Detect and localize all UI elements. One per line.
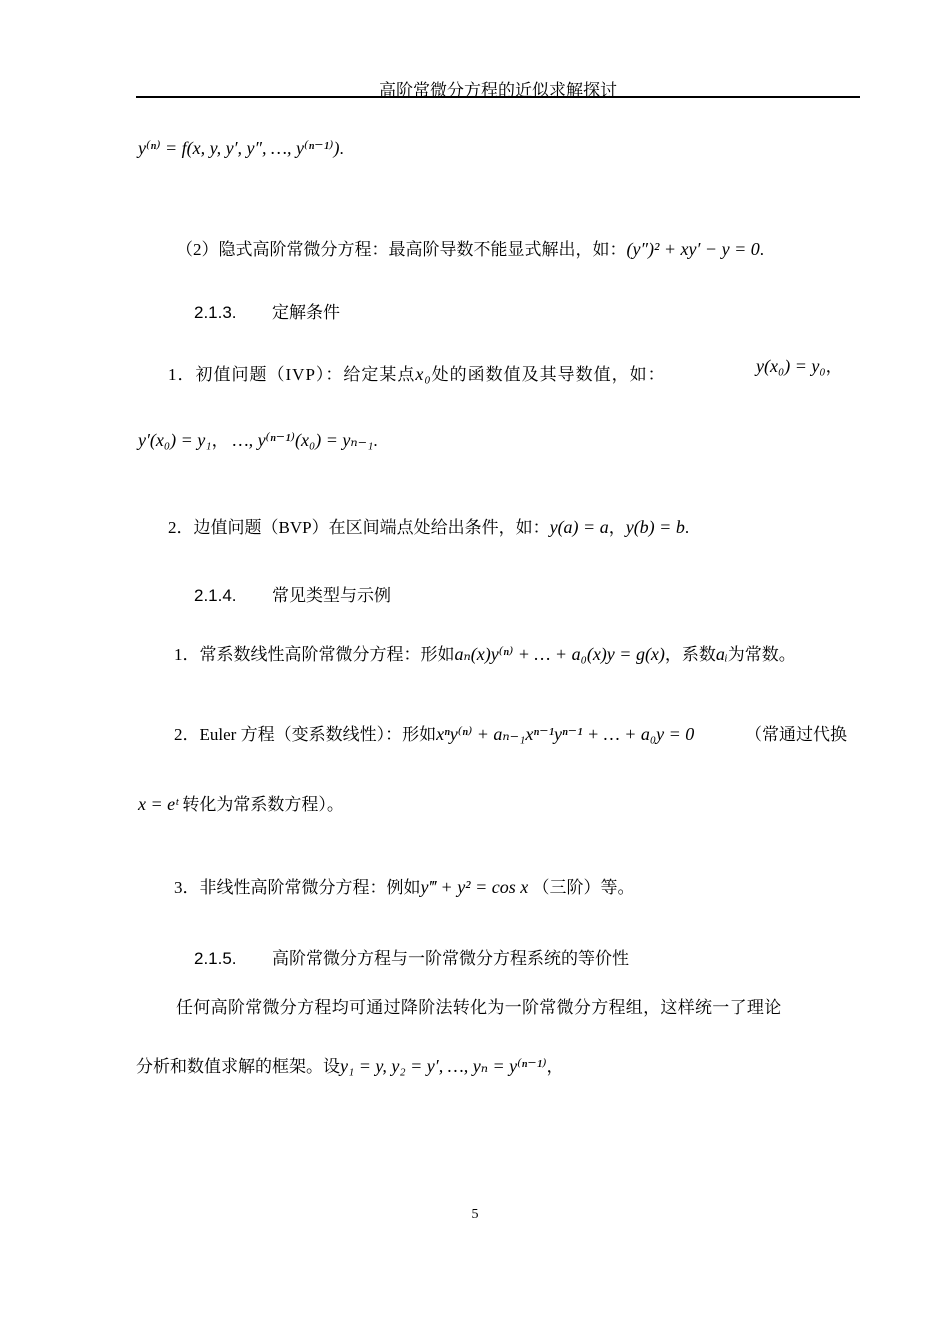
linear-ode-tail-a: ，系数	[664, 645, 716, 664]
page-header-title: 高阶常微分方程的近似求解探讨	[379, 81, 617, 100]
ivp-point: x₀	[415, 364, 432, 384]
euler-line-2-text: 转化为常系数方程）。	[182, 795, 344, 814]
linear-ode-tail-b: 为常数。	[727, 645, 796, 664]
euler-substitution: x = eᵗ	[138, 794, 179, 814]
linear-ode-line	[174, 640, 796, 665]
section-title: 高阶常微分方程与一阶常微分方程系统的等价性	[272, 949, 629, 968]
linear-ode-coefficient: aᵢ	[715, 644, 728, 664]
bvp-formula-2: y(b) = b	[625, 517, 685, 537]
comma: ，	[825, 357, 843, 376]
nonlinear-ode-line	[174, 873, 634, 898]
ivp-formula-2: y′(x₀) = y₁	[138, 430, 212, 450]
implicit-ode-formula: (y″)² + xy′ − y = 0	[626, 239, 760, 259]
section-number: 2.1.3.	[194, 303, 237, 322]
section-heading-2-1-5	[194, 944, 629, 969]
paragraph-line-2-text: 分析和数值求解的框架。设	[136, 1057, 340, 1076]
linear-ode-formula: aₙ(x)y⁽ⁿ⁾ + … + a₀(x)y = g(x)	[454, 644, 665, 664]
euler-label: 2．Euler 方程（变系数线性）：形如	[174, 725, 437, 744]
section-title: 定解条件	[272, 303, 340, 322]
euler-line-1	[174, 720, 694, 745]
explicit-ode-formula: y⁽ⁿ⁾ = f(x, y, y′, y″, …, y⁽ⁿ⁻¹⁾)	[138, 138, 340, 158]
linear-ode-label: 1．常系数线性高阶常微分方程：形如	[174, 645, 455, 664]
reduction-formula: y₁ = y, y₂ = y′, …, yₙ = y⁽ⁿ⁻¹⁾	[340, 1056, 547, 1076]
bvp-label: 2．边值问题（BVP）在区间端点处给出条件，如：	[168, 518, 550, 537]
ivp-formula-3: …, y⁽ⁿ⁻¹⁾(x₀) = yₙ₋₁	[232, 430, 374, 450]
nonlinear-label: 3．非线性高阶常微分方程：例如	[174, 878, 421, 897]
explicit-formula-line	[138, 138, 344, 159]
period: .	[373, 431, 378, 450]
nonlinear-formula: y‴ + y² = cos x	[420, 877, 529, 897]
euler-line-2	[138, 790, 344, 815]
bvp-line	[168, 513, 689, 538]
nonlinear-tail: （三阶）等。	[532, 878, 635, 897]
page-number: 5	[471, 1207, 479, 1222]
comma: ，	[211, 431, 229, 450]
section-heading-2-1-4	[194, 581, 391, 606]
period: .	[759, 240, 764, 259]
section-title: 常见类型与示例	[272, 586, 391, 605]
comma: ，	[608, 518, 626, 537]
euler-tail: （常通过代换	[745, 725, 847, 744]
ivp-label-tail: 处的函数值及其导数值，如：	[431, 365, 666, 384]
paragraph-line-2	[136, 1052, 564, 1077]
section-number: 2.1.5.	[194, 949, 237, 968]
ivp-line-2	[138, 426, 378, 451]
comma: ，	[546, 1057, 564, 1076]
ivp-formula-1: y(x₀) = y₀	[756, 356, 826, 376]
ivp-formula-1-wrap	[756, 352, 843, 377]
section-number: 2.1.4.	[194, 586, 237, 605]
implicit-ode-label: （2）隐式高阶常微分方程：最高阶导数不能显式解出，如：	[176, 240, 627, 259]
euler-formula: xⁿy⁽ⁿ⁾ + aₙ₋₁xⁿ⁻¹yⁿ⁻¹ + … + a₀y = 0	[436, 724, 695, 744]
section-heading-2-1-3	[194, 298, 340, 323]
period: .	[339, 139, 344, 158]
implicit-ode-line	[176, 235, 764, 260]
ivp-line-1	[168, 360, 666, 385]
period: .	[684, 518, 690, 537]
ivp-label: 1．初值问题（IVP）：给定某点	[168, 365, 416, 384]
bvp-formula-1: y(a) = a	[549, 517, 609, 537]
header-divider	[136, 96, 860, 98]
paragraph-line-1: 任何高阶常微分方程均可通过降阶法转化为一阶常微分方程组，这样统一了理论	[176, 998, 782, 1017]
